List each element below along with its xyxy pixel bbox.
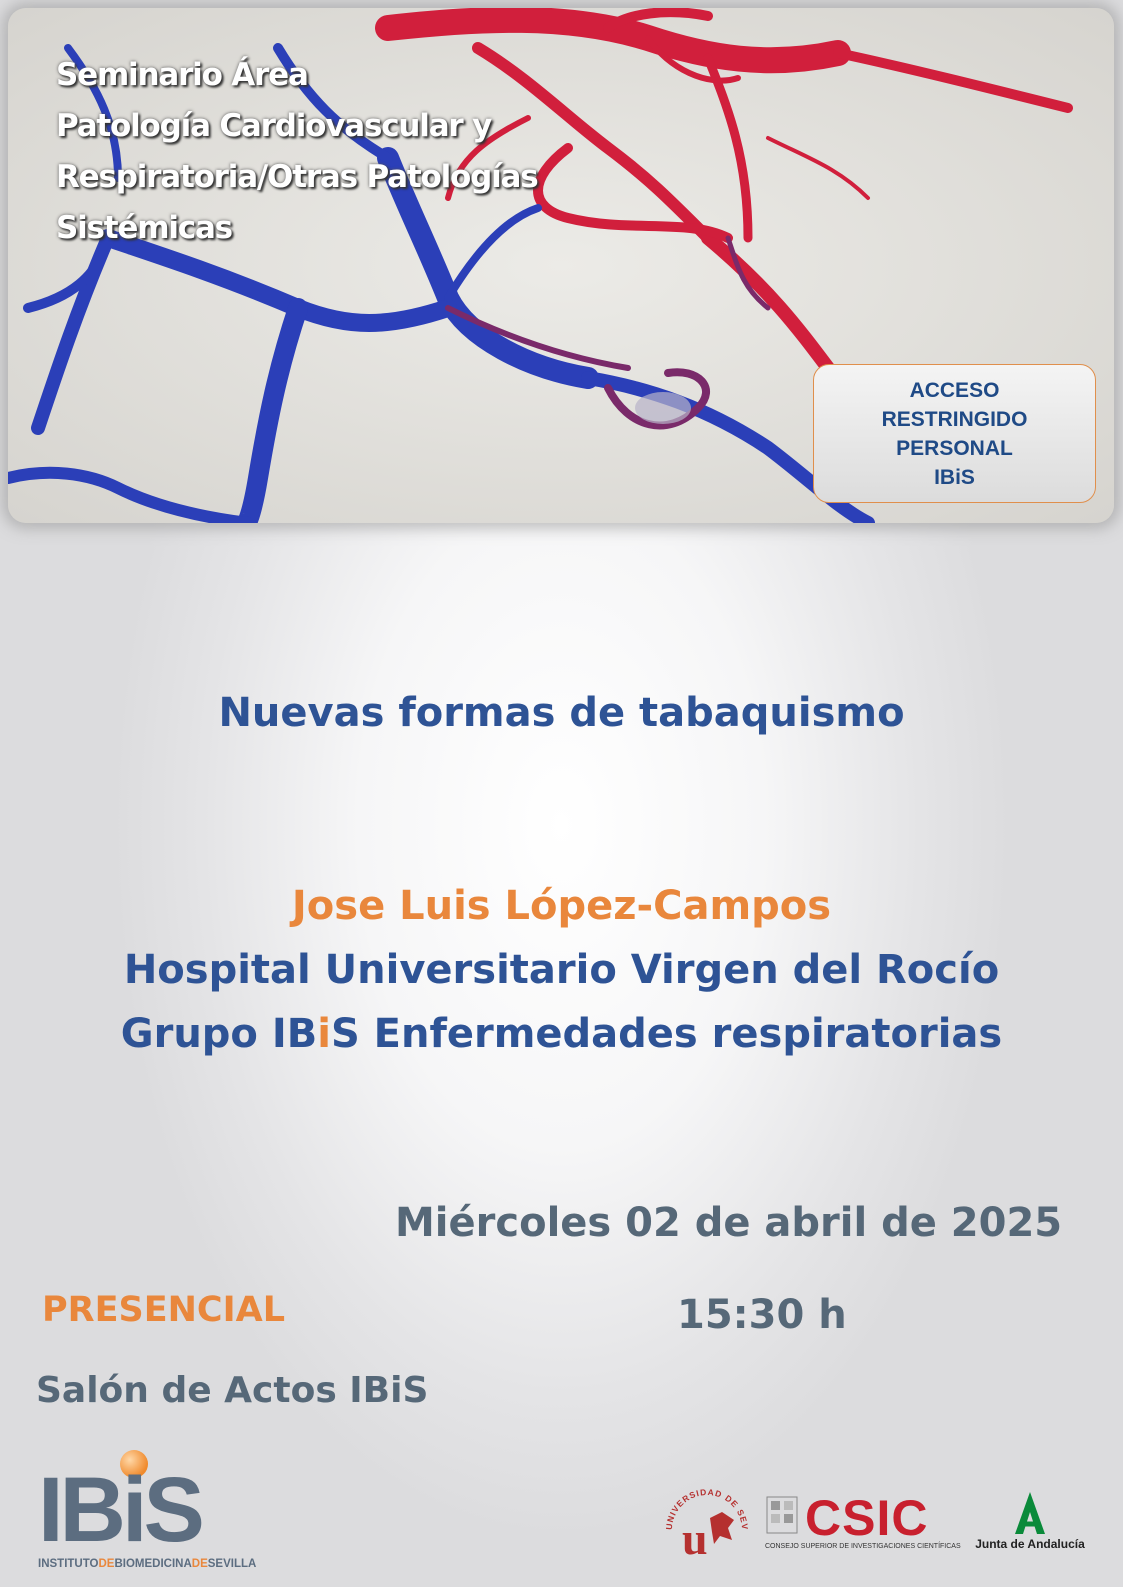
seminar-line-3: Respiratoria/Otras Patologías (56, 159, 538, 195)
svg-text:u: u (682, 1513, 708, 1560)
speaker-group (0, 1011, 1123, 1057)
seminar-title (56, 50, 538, 254)
speaker-hospital: Hospital Universitario Virgen del Rocío (123, 947, 1000, 993)
restricted-access-badge (813, 364, 1096, 503)
group-orange-i: i (317, 1011, 331, 1057)
event-date: Miércoles 02 de abril de 2025 (395, 1200, 1063, 1246)
seminar-line-1: Seminario Área (56, 57, 308, 93)
universidad-sevilla-logo (662, 1478, 752, 1560)
seminar-line-4: Sistémicas (56, 210, 232, 246)
speaker-name: Jose Luis López-Campos (291, 883, 832, 929)
event-time: 15:30 h (677, 1292, 847, 1338)
ibis-logo (38, 1450, 308, 1570)
group-suffix: S Enfermedades respiratorias (330, 1011, 1003, 1057)
event-mode: PRESENCIAL (42, 1290, 286, 1330)
junta-a-icon (975, 1488, 1085, 1538)
access-line-3: PERSONAL (896, 436, 1013, 460)
us-seal-icon (662, 1478, 752, 1560)
ibis-logo-subtitle: INSTITUTODEBIOMEDICINADESEVILLA (38, 1558, 257, 1570)
talk-title: Nuevas formas de tabaquismo (218, 690, 905, 736)
group-prefix: Grupo IB (120, 1011, 318, 1057)
event-venue: Salón de Actos IBiS (36, 1370, 429, 1411)
csic-emblem-icon (765, 1495, 799, 1535)
junta-label: Junta de Andalucía (975, 1537, 1085, 1551)
csic-subtitle: CONSEJO SUPERIOR DE INVESTIGACIONES CIENTÍFICAS (765, 1543, 961, 1550)
ibis-logo-letters: IBiS (38, 1459, 201, 1561)
access-line-2: RESTRINGIDO (881, 407, 1028, 431)
seminar-line-2: Patología Cardiovascular y (56, 108, 492, 144)
junta-andalucia-logo (975, 1488, 1085, 1558)
access-line-4: IBiS (934, 465, 975, 489)
access-line-1: ACCESO (909, 378, 1000, 402)
csic-logo (765, 1490, 961, 1555)
csic-wordmark: CSIC (805, 1490, 929, 1546)
us-seal-text: UNIVERSIDAD DE SEV (663, 1486, 751, 1531)
